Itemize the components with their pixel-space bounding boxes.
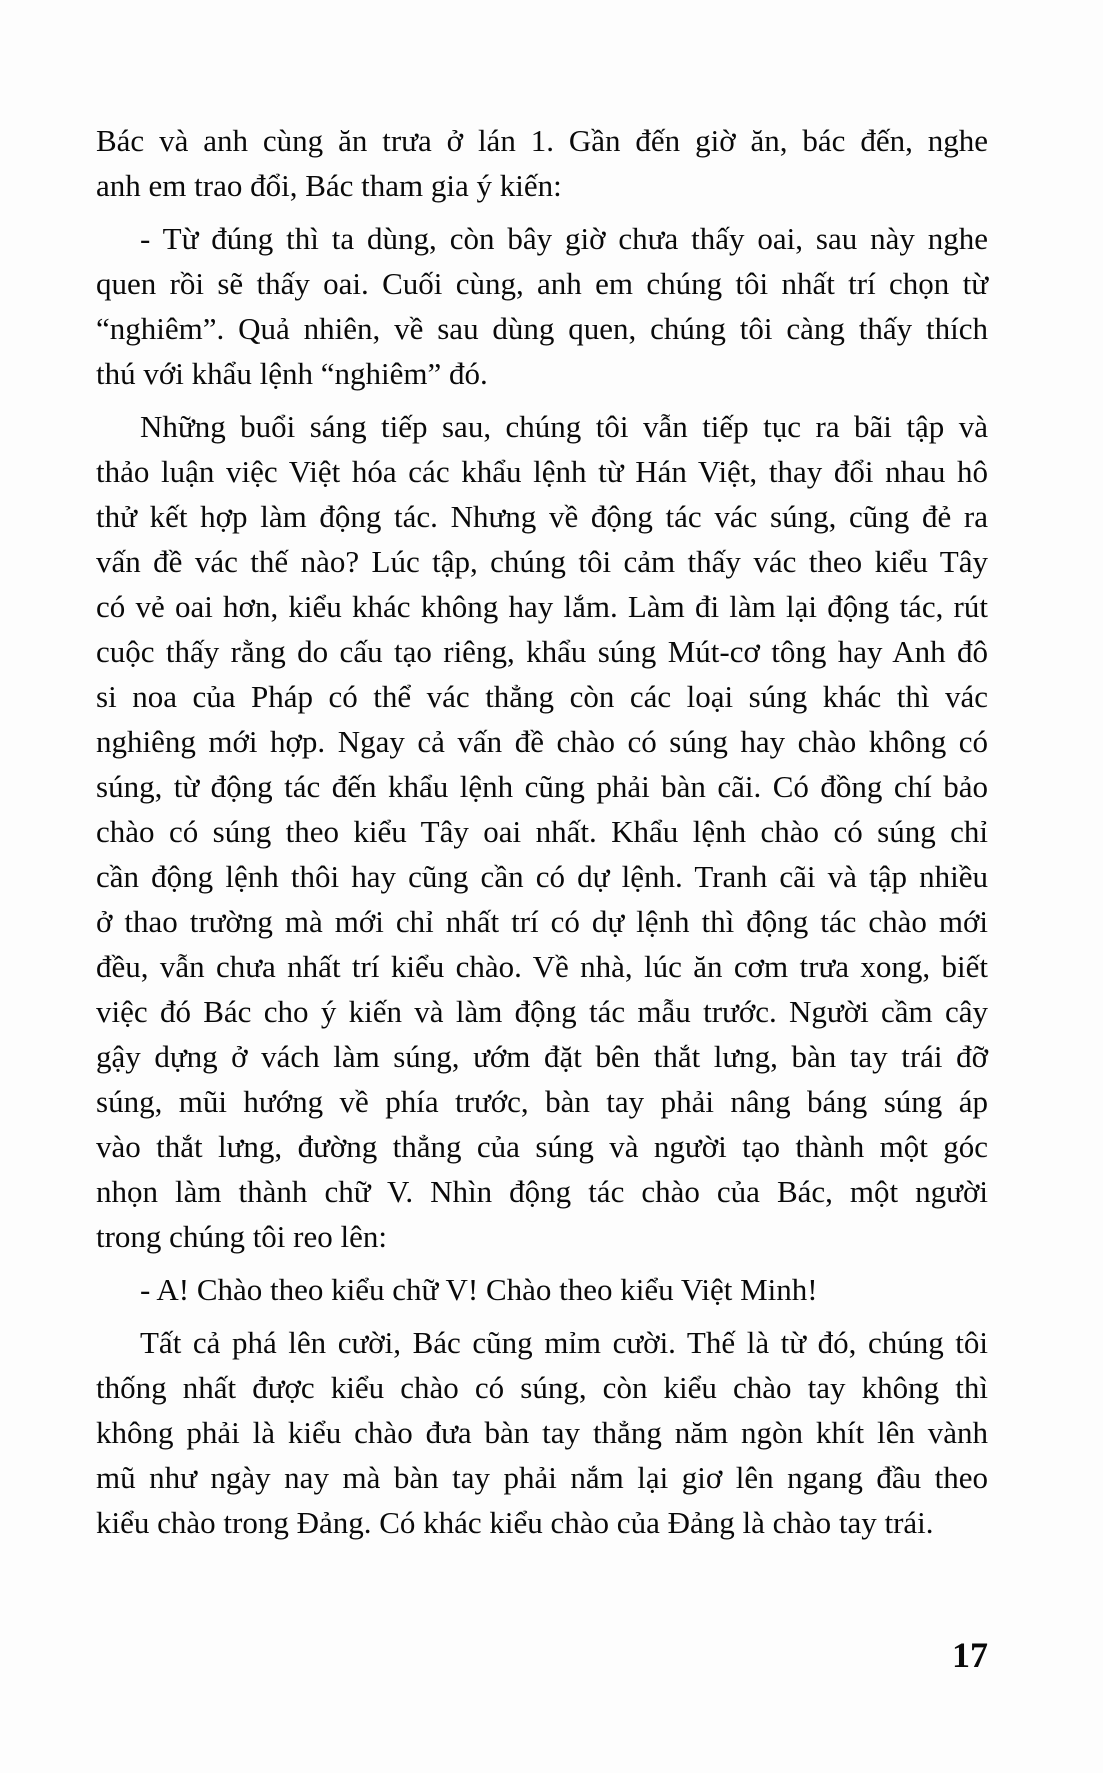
text-line: súng, từ động tác đến khẩu lệnh cũng phải bàn cãi. Có đồng chí bảo — [96, 769, 988, 804]
text-line: có vẻ oai hơn, kiểu khác không hay lắm. Làm đi làm lại động tác, rút — [96, 589, 988, 624]
text-line: nhọn làm thành chữ V. Nhìn động tác chào của Bác, một người — [96, 1174, 988, 1209]
text-line: súng, mũi hướng về phía trước, bàn tay phải nâng báng súng áp — [96, 1084, 988, 1119]
text-line: thống nhất được kiểu chào có súng, còn kiểu chào tay không thì — [96, 1370, 988, 1405]
paragraph — [96, 1320, 988, 1545]
text-line: vấn đề vác thế nào? Lúc tập, chúng tôi cảm thấy vác theo kiểu Tây — [96, 544, 988, 579]
paragraph — [96, 404, 988, 1259]
text-line: đều, vẫn chưa nhất trí kiểu chào. Về nhà, lúc ăn cơm trưa xong, biết — [96, 949, 988, 984]
text-line: - Từ đúng thì ta dùng, còn bây giờ chưa thấy oai, sau này nghe — [140, 221, 988, 256]
text-line: si noa của Pháp có thể vác thẳng còn các loại súng khác thì vác — [96, 679, 988, 714]
page-text — [96, 118, 988, 1545]
text-line: Tất cả phá lên cười, Bác cũng mỉm cười. Thế là từ đó, chúng tôi — [140, 1325, 988, 1360]
paragraph — [96, 118, 988, 208]
text-line: mũ như ngày nay mà bàn tay phải nắm lại giơ lên ngang đầu theo — [96, 1460, 988, 1495]
text-line: kiểu chào trong Đảng. Có khác kiểu chào của Đảng là chào tay trái. — [96, 1505, 934, 1540]
text-line: gậy dựng ở vách làm súng, ướm đặt bên thắt lưng, bàn tay trái đỡ — [96, 1039, 988, 1074]
text-line: thảo luận việc Việt hóa các khẩu lệnh từ Hán Việt, thay đổi nhau hô — [96, 454, 988, 489]
text-line: ở thao trường mà mới chỉ nhất trí có dự lệnh thì động tác chào mới — [96, 904, 988, 939]
text-line: chào có súng theo kiểu Tây oai nhất. Khẩu lệnh chào có súng chỉ — [96, 814, 988, 849]
text-line: vào thắt lưng, đường thẳng của súng và người tạo thành một góc — [96, 1129, 988, 1164]
text-line: nghiêng mới hợp. Ngay cả vấn đề chào có súng hay chào không có — [96, 724, 988, 759]
text-line: quen rồi sẽ thấy oai. Cuối cùng, anh em chúng tôi nhất trí chọn từ — [96, 266, 988, 301]
text-line: cần động lệnh thôi hay cũng cần có dự lệnh. Tranh cãi và tập nhiều — [96, 859, 988, 894]
text-line: không phải là kiểu chào đưa bàn tay thẳng năm ngòn khít lên vành — [96, 1415, 988, 1450]
text-line: cuộc thấy rằng do cấu tạo riêng, khẩu súng Mút-cơ tông hay Anh đô — [96, 634, 988, 669]
text-line: Những buổi sáng tiếp sau, chúng tôi vẫn tiếp tục ra bãi tập và — [140, 409, 988, 444]
text-line: trong chúng tôi reo lên: — [96, 1219, 387, 1254]
page-number: 17 — [952, 1635, 988, 1675]
text-line: anh em trao đổi, Bác tham gia ý kiến: — [96, 168, 562, 203]
text-line: - A! Chào theo kiểu chữ V! Chào theo kiểu Việt Minh! — [140, 1272, 818, 1307]
text-line: Bác và anh cùng ăn trưa ở lán 1. Gần đến giờ ăn, bác đến, nghe — [96, 123, 988, 158]
text-line: “nghiêm”. Quả nhiên, về sau dùng quen, chúng tôi càng thấy thích — [96, 311, 988, 346]
text-line: thử kết hợp làm động tác. Nhưng về động tác vác súng, cũng đẻ ra — [96, 499, 988, 534]
text-line: thú với khẩu lệnh “nghiêm” đó. — [96, 356, 488, 391]
paragraph — [96, 1267, 988, 1312]
paragraph — [96, 216, 988, 396]
text-line: việc đó Bác cho ý kiến và làm động tác mẫu trước. Người cầm cây — [96, 994, 988, 1029]
